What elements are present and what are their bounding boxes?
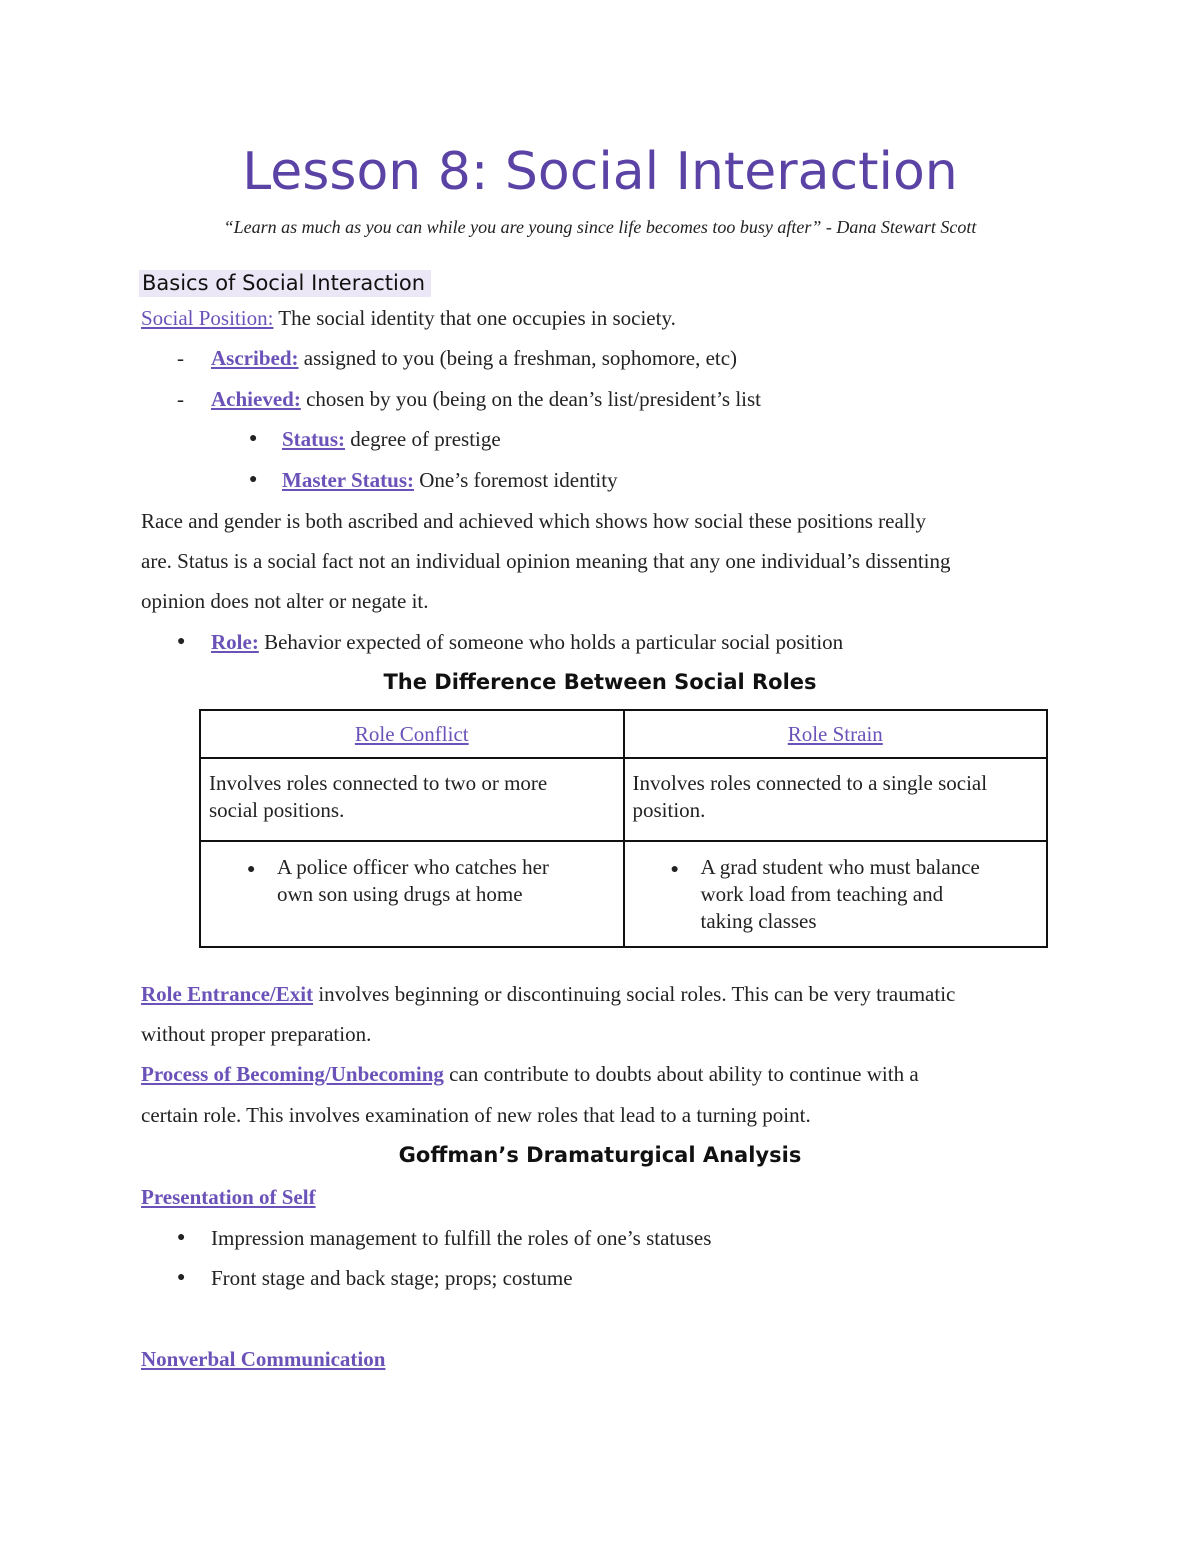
master-status-line [282,468,618,493]
bullet-icon: ● [249,472,258,487]
cell-line: work load from teaching and [700,882,944,906]
roles-table [199,709,1048,948]
quote: “Learn as much as you can while you are young since life becomes too busy after” - Dana Stewart Scott [223,217,977,237]
bullet-icon: ● [177,1230,186,1245]
ascribed-definition: assigned to you (being a freshman, sophomore, etc) [298,346,738,370]
role-line [211,630,843,655]
table-cell [624,758,1048,841]
term-role-entrance: Role Entrance/Exit [141,982,314,1006]
role-entrance-line [141,982,955,1007]
term-status: Status: [282,427,346,451]
cell-line: own son using drugs at home [277,882,523,906]
example-text [701,854,980,935]
bullet-icon: ● [177,634,186,649]
cell-line: A grad student who must balance [700,855,980,879]
header-role-conflict [200,710,624,758]
term-ascribed: Ascribed: [211,346,299,370]
social-position-line [141,306,676,331]
achieved-line [211,387,761,412]
cell-line: Involves roles connected to two or more [209,771,548,795]
list-item [633,854,1039,935]
table-row [200,758,1047,841]
table-cell [200,841,624,947]
social-position-definition: The social identity that one occupies in society. [273,306,676,330]
table-row [200,841,1047,947]
example-text [277,854,549,908]
paragraph-line: Race and gender is both ascribed and achieved which shows how social these positions really [141,509,926,533]
table-header-row [200,710,1047,758]
status-line [282,427,501,452]
role-entrance-text: involves beginning or discontinuing social roles. This can be very traumatic [313,982,956,1006]
bullet-icon: ● [247,862,256,877]
header-label: Role Strain [787,721,883,746]
nonverbal-communication [141,1347,385,1372]
achieved-definition: chosen by you (being on the dean’s list/president’s list [300,387,762,411]
header-label: Role Conflict [354,721,469,746]
header-role-strain [624,710,1048,758]
paragraph-line: are. Status is a social fact not an individual opinion meaning that any one individual’s dissenting [141,549,951,573]
dash-marker: - [177,346,184,370]
cell-line: position. [632,798,706,822]
term-becoming: Process of Becoming/Unbecoming [141,1062,444,1086]
bullet-icon: ● [177,1270,186,1285]
list-item: Impression management to fulfill the roles of one’s statuses [211,1226,712,1250]
bullet-icon: ● [249,431,258,446]
becoming-text: can contribute to doubts about ability to continue with a [443,1062,919,1086]
goffman-heading: Goffman’s Dramaturgical Analysis [398,1143,802,1167]
list-item: Front stage and back stage; props; costume [211,1266,573,1290]
bullet-icon: ● [670,862,679,877]
master-status-definition: One’s foremost identity [414,468,618,492]
term-role: Role: [211,630,259,654]
term-achieved: Achieved: [211,387,301,411]
paragraph-line: without proper preparation. [141,1022,372,1046]
table-cell [200,758,624,841]
cell-line: taking classes [700,909,817,933]
list-item [209,854,615,908]
ascribed-line [211,346,737,371]
presentation-of-self [141,1185,316,1210]
term-master-status: Master Status: [282,468,415,492]
section-basics [139,271,431,295]
cell-line: social positions. [209,798,345,822]
page-title: Lesson 8: Social Interaction [242,142,958,202]
term-presentation-of-self: Presentation of Self [141,1185,316,1209]
status-definition: degree of prestige [345,427,501,451]
dash-marker: - [177,387,184,411]
term-social-position: Social Position: [141,306,274,330]
roles-heading: The Difference Between Social Roles [383,670,817,694]
cell-line: Involves roles connected to a single social [632,771,988,795]
term-nonverbal: Nonverbal Communication [141,1347,386,1371]
table-cell [624,841,1048,947]
paragraph-line: opinion does not alter or negate it. [141,589,429,613]
section-heading-basics: Basics of Social Interaction [139,270,431,297]
paragraph-line: certain role. This involves examination of new roles that lead to a turning point. [141,1103,811,1127]
role-definition: Behavior expected of someone who holds a particular social position [258,630,844,654]
becoming-line [141,1062,919,1087]
cell-line: A police officer who catches her [277,855,549,879]
